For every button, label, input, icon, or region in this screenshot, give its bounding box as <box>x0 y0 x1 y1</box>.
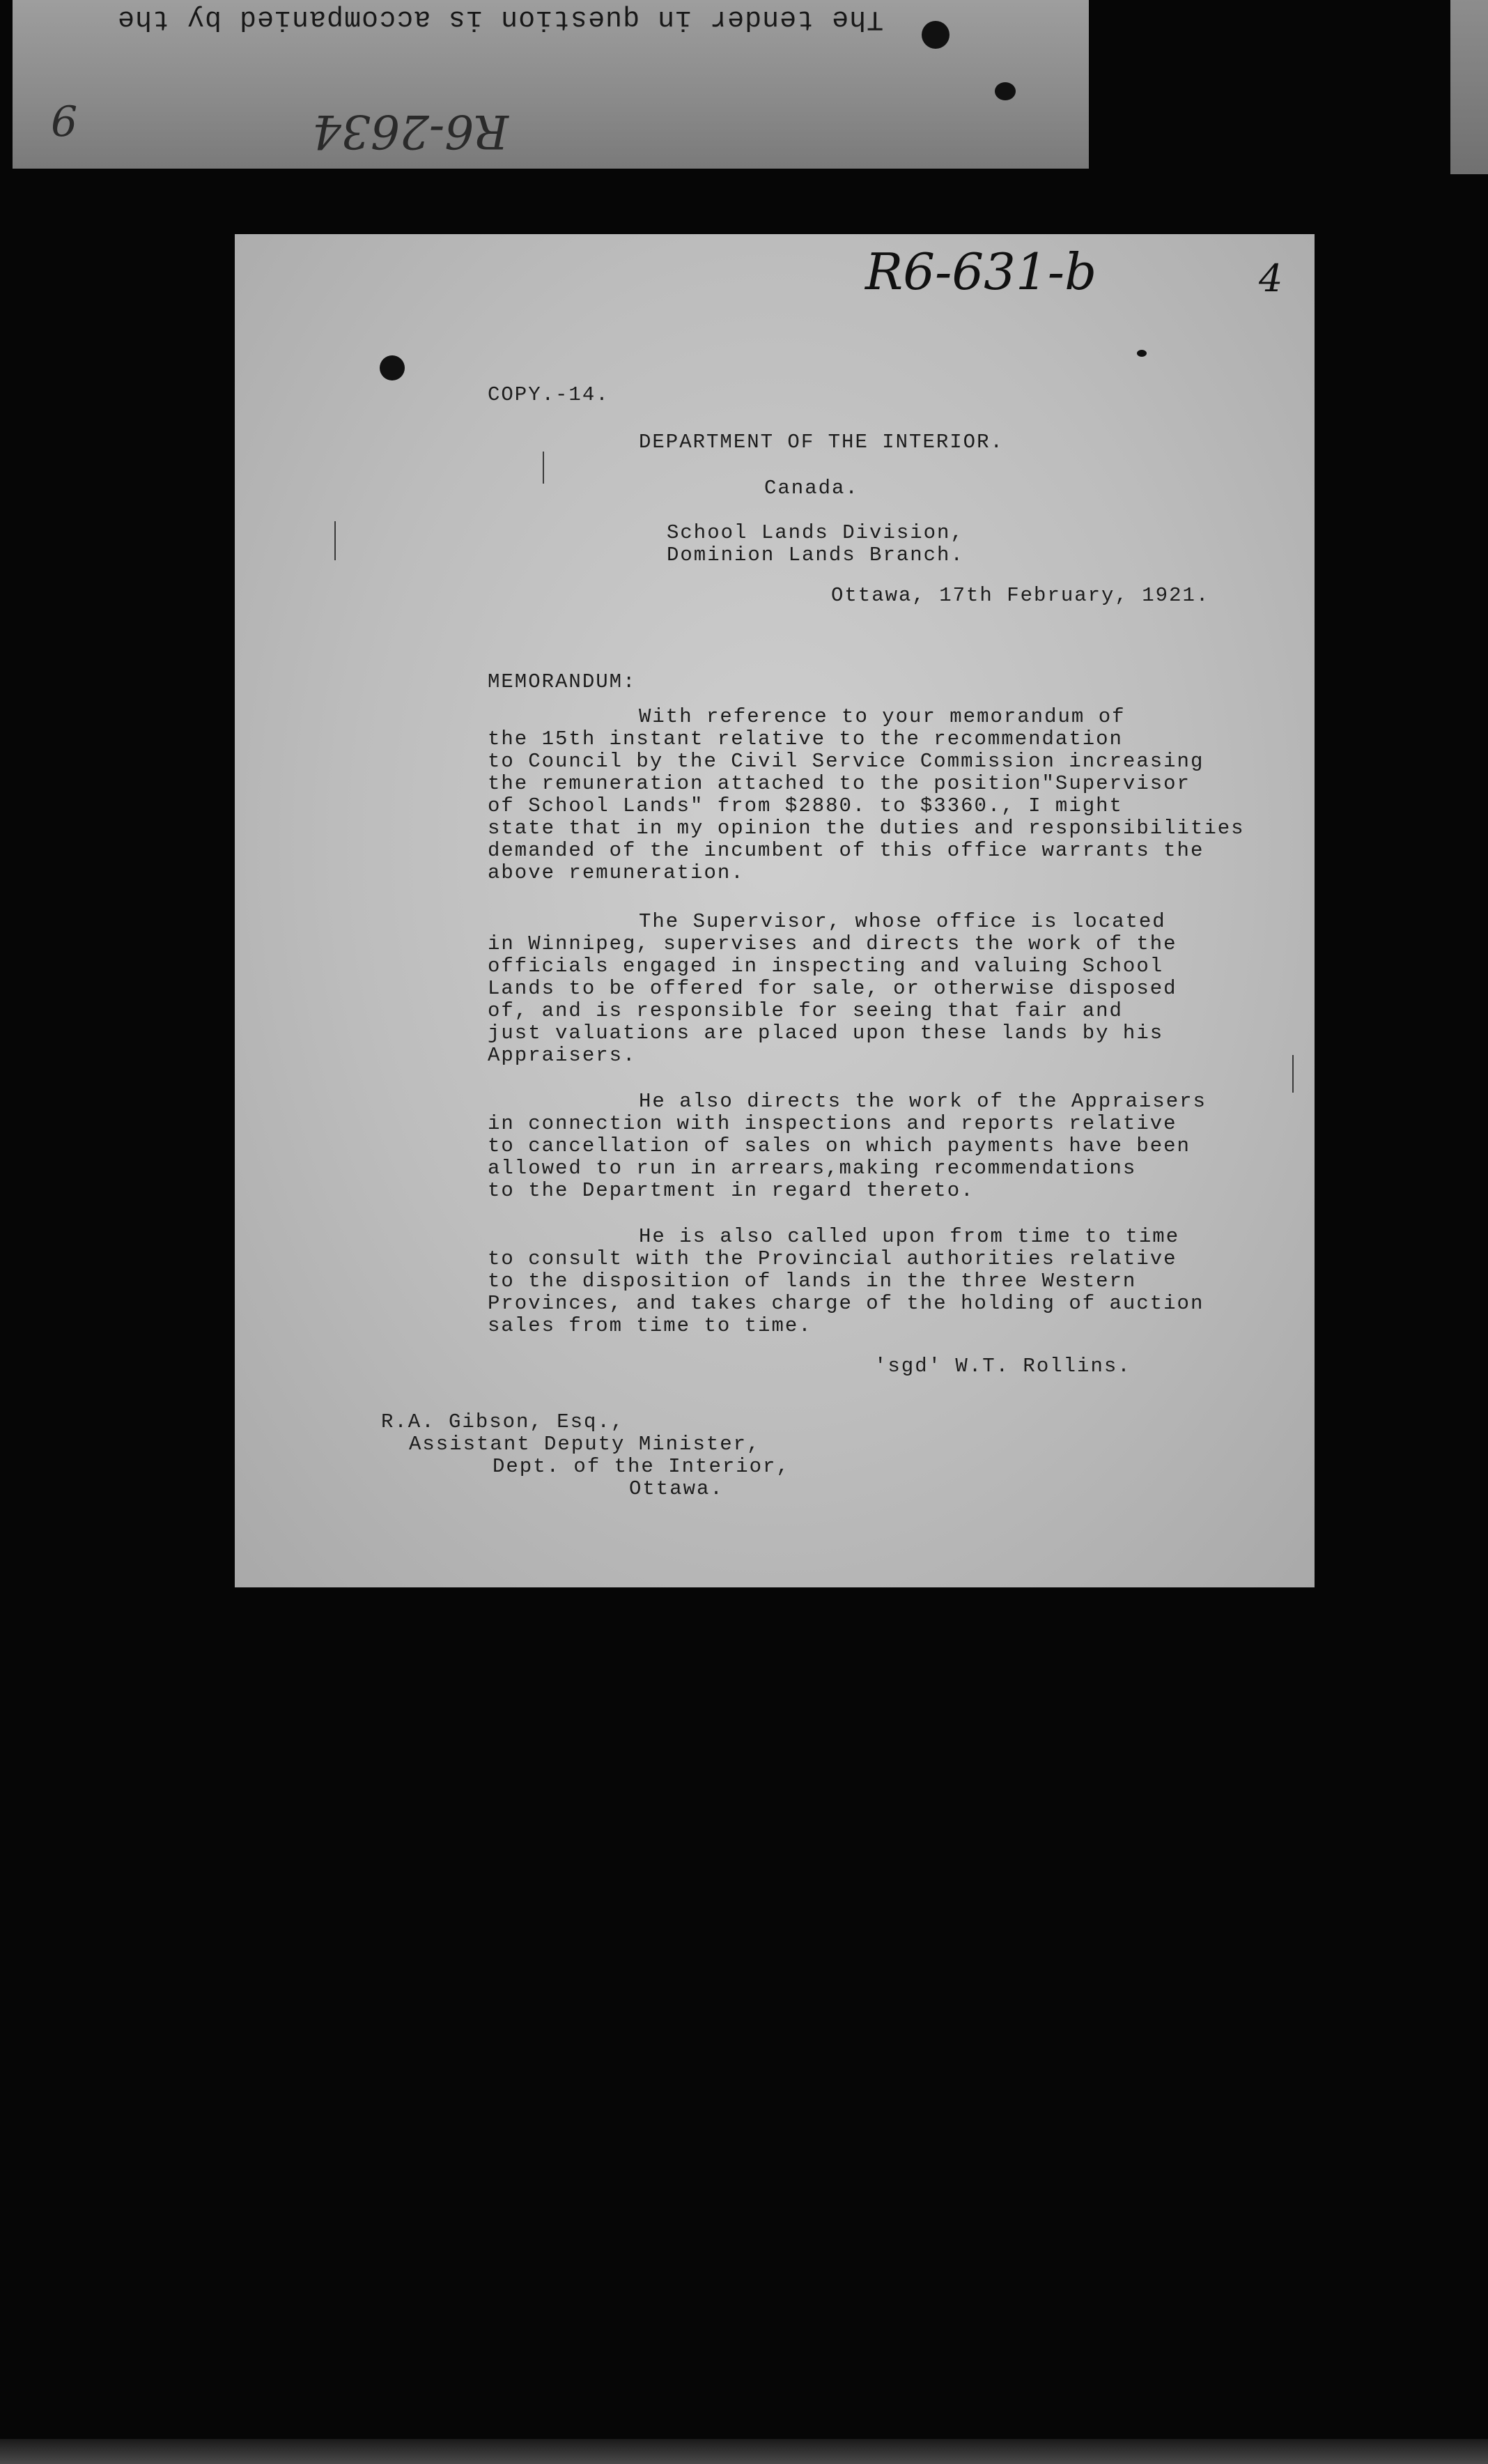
margin-stroke <box>543 452 544 484</box>
addressee-city: Ottawa. <box>629 1477 724 1500</box>
paragraph-1-line: With reference to your memorandum of <box>639 705 1126 728</box>
paragraph-1-line: of School Lands" from $2880. to $3360., I might <box>488 794 1123 817</box>
paragraph-4-line: to the disposition of lands in the three Western <box>488 1270 1137 1293</box>
paragraph-4-line: sales from time to time. <box>488 1314 812 1337</box>
paragraph-1-line: to Council by the Civil Service Commission increasing <box>488 750 1204 773</box>
paragraph-2-line: The Supervisor, whose office is located <box>639 910 1166 933</box>
ink-mark <box>1137 350 1147 357</box>
branch: Dominion Lands Branch. <box>667 544 964 567</box>
paragraph-1-line: above remuneration. <box>488 861 745 884</box>
paragraph-4-line: Provinces, and takes charge of the holding of auction <box>488 1292 1204 1315</box>
film-bottom-edge <box>0 2439 1488 2464</box>
paragraph-1-line: the 15th instant relative to the recommendation <box>488 727 1123 750</box>
date-line: Ottawa, 17th February, 1921. <box>831 584 1210 607</box>
margin-stroke <box>1292 1055 1294 1093</box>
archive-reference: R6-631-b <box>865 242 1097 301</box>
paragraph-3-line: to cancellation of sales on which payments have been <box>488 1134 1191 1157</box>
paragraph-3-line: He also directs the work of the Appraisers <box>639 1090 1207 1113</box>
paragraph-4-line: to consult with the Provincial authorities relative <box>488 1247 1177 1270</box>
paragraph-4-line: He is also called upon from time to time <box>639 1225 1180 1248</box>
addressee-name: R.A. Gibson, Esq., <box>381 1410 625 1433</box>
paragraph-2-line: of, and is responsible for seeing that fair and <box>488 999 1123 1022</box>
paragraph-3-line: in connection with inspections and reports relative <box>488 1112 1177 1135</box>
department-name: DEPARTMENT OF THE INTERIOR. <box>639 431 1004 454</box>
paragraph-2-line: Lands to be offered for sale, or otherwise disposed <box>488 977 1177 1000</box>
ink-blot <box>995 82 1016 100</box>
paragraph-2-line: Appraisers. <box>488 1044 637 1067</box>
memorandum-page <box>235 234 1315 1587</box>
country: Canada. <box>764 477 859 500</box>
paragraph-3-line: to the Department in regard thereto. <box>488 1179 975 1202</box>
copy-label: COPY.-14. <box>488 383 610 406</box>
punch-hole <box>380 355 405 380</box>
paragraph-1-line: state that in my opinion the duties and responsibilities <box>488 817 1245 840</box>
page-number: 4 <box>1259 256 1283 300</box>
paragraph-2-line: in Winnipeg, supervises and directs the work of the <box>488 932 1177 955</box>
signature: 'sgd' W.T. Rollins. <box>874 1355 1131 1378</box>
previous-frame-margin-mark: 6 <box>51 98 78 146</box>
margin-stroke <box>334 521 336 560</box>
addressee-title: Assistant Deputy Minister, <box>409 1433 761 1456</box>
paragraph-1-line: the remuneration attached to the position"Supervisor <box>488 772 1191 795</box>
punch-hole <box>922 21 950 49</box>
paragraph-1-line: demanded of the incumbent of this office warrants the <box>488 839 1204 862</box>
paragraph-2-line: just valuations are placed upon these lands by his <box>488 1022 1164 1045</box>
next-frame-edge <box>1450 0 1488 174</box>
addressee-department: Dept. of the Interior, <box>493 1455 790 1478</box>
previous-frame <box>13 0 1089 169</box>
previous-frame-typed-text: The tender in question is accompanied by the <box>117 3 884 34</box>
previous-frame-handwritten-number: R6-2634 <box>312 105 509 158</box>
memo-heading: MEMORANDUM: <box>488 670 637 693</box>
paragraph-3-line: allowed to run in arrears,making recommendations <box>488 1157 1137 1180</box>
paragraph-2-line: officials engaged in inspecting and valuing School <box>488 955 1164 978</box>
division: School Lands Division, <box>667 521 964 544</box>
